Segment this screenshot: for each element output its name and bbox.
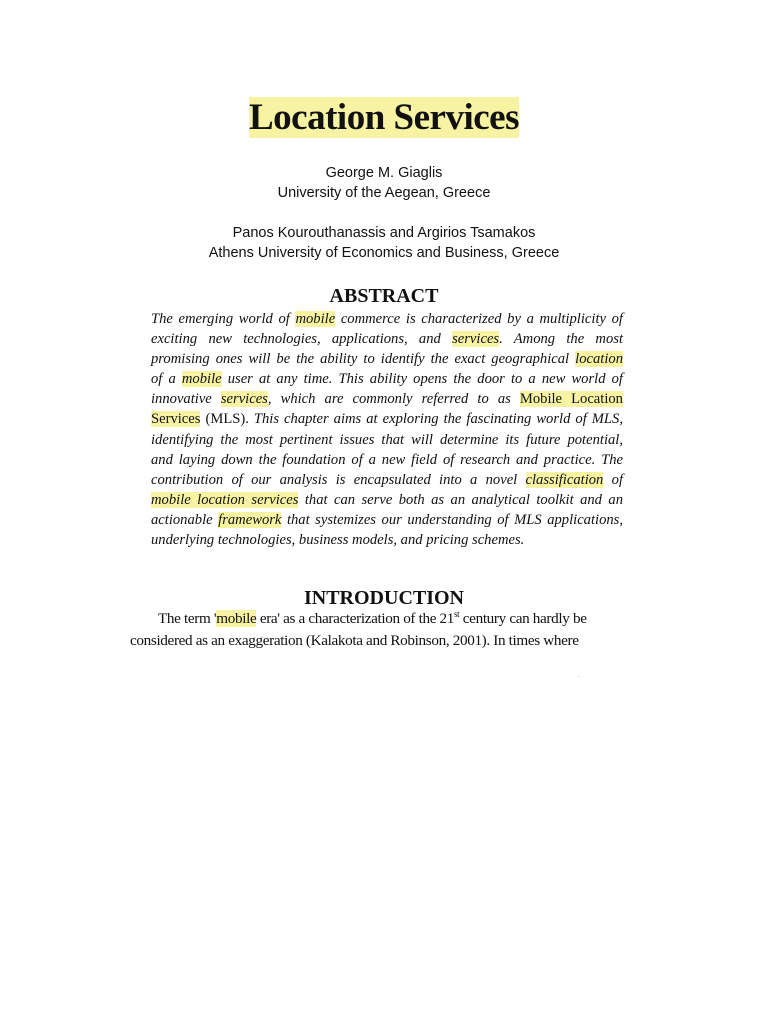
- abstract-heading: ABSTRACT: [329, 285, 439, 307]
- search-highlight: Mobile Location: [519, 391, 623, 408]
- abstract-text: [151, 309, 623, 550]
- introduction-text: [130, 608, 617, 652]
- abstract-line: innovative services, which are commonly referred to as Mobile Location: [151, 391, 623, 408]
- abstract-line: actionable framework that systemizes our understanding of MLS applications,: [151, 511, 623, 528]
- introduction-heading: INTRODUCTION: [303, 587, 465, 609]
- search-highlight: framework: [218, 511, 282, 528]
- abstract-line: promising ones will be the ability to identify the exact geographical location: [151, 351, 623, 368]
- search-highlight: Services: [151, 411, 201, 428]
- abstract-line: underlying technologies, business models, and pricing schemes.: [151, 532, 525, 549]
- search-highlight: services: [452, 331, 500, 348]
- search-highlight: mobile: [181, 371, 222, 388]
- search-highlight: mobile: [295, 311, 336, 327]
- abstract-line: of a mobile user at any time. This ability opens the door to a new world of: [151, 371, 623, 388]
- paper-title: [0, 96, 768, 140]
- search-highlight: mobile: [216, 610, 257, 627]
- abstract-line: identifying the most pertinent issues that will determine its future potential,: [151, 431, 623, 448]
- title-highlight: Location Services: [249, 97, 519, 138]
- abstract-line: and laying down the foundation of a new field of research and practice. The: [151, 451, 623, 468]
- author-affiliation: Athens University of Economics and Business, Greece: [208, 245, 560, 261]
- author-name: Panos Kourouthanassis and Argirios Tsamakos: [232, 225, 536, 241]
- abstract-line: Services (MLS). This chapter aims at exploring the fascinating world of MLS,: [151, 411, 623, 428]
- search-highlight: location: [575, 351, 623, 368]
- abstract-line: mobile location services that can serve both as an analytical toolkit and an: [151, 491, 623, 508]
- author-block-2: [0, 223, 768, 263]
- scan-artifact: [578, 676, 579, 677]
- intro-line: The term 'mobile era' as a characterization of the 21st century can hardly be: [158, 608, 587, 627]
- intro-line: considered as an exaggeration (Kalakota and Robinson, 2001). In times where: [130, 632, 579, 649]
- search-highlight: mobile location services: [151, 491, 299, 508]
- author-block-1: [0, 163, 768, 203]
- abstract-line: exciting new technologies, applications, and services. Among the most: [151, 331, 624, 348]
- abstract-line: contribution of our analysis is encapsulated into a novel classification of: [151, 471, 623, 488]
- abstract-line: The emerging world of mobile commerce is characterized by a multiplicity of: [151, 311, 623, 327]
- search-highlight: classification: [525, 471, 604, 488]
- author-name: George M. Giaglis: [325, 165, 443, 181]
- author-affiliation: University of the Aegean, Greece: [277, 185, 491, 201]
- search-highlight: services: [220, 391, 268, 408]
